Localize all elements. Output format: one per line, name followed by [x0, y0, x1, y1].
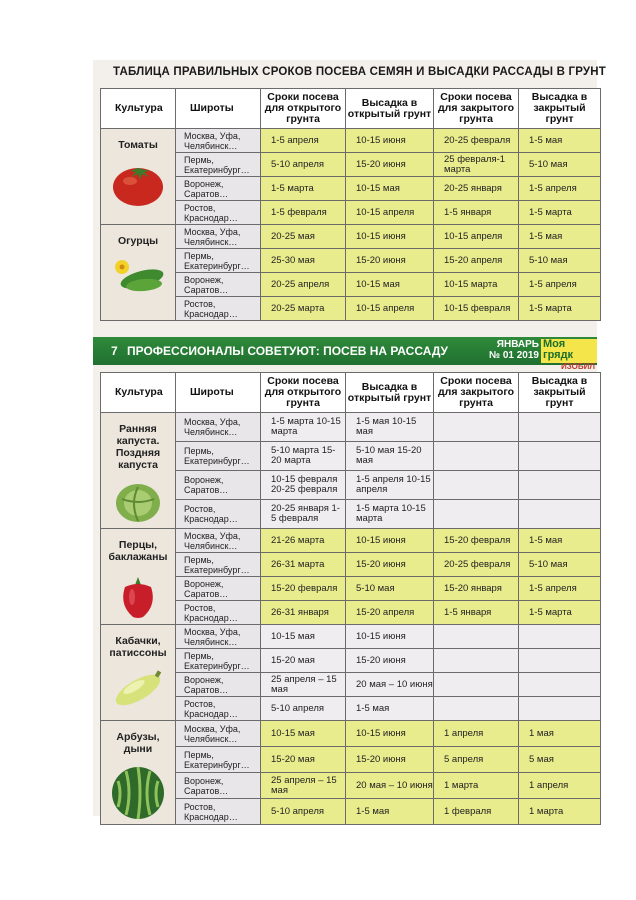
- date-cell: 5-10 мая: [346, 577, 434, 601]
- crop-name: Ранняя капуста. Поздняя капуста: [115, 423, 161, 471]
- table-row: [101, 201, 601, 225]
- region-cell: Пермь, Екатеринбург…: [176, 553, 261, 577]
- table-row: [101, 601, 601, 625]
- watermelon-icon: [101, 763, 175, 824]
- region-cell: Москва, Уфа, Челябинск…: [176, 625, 261, 649]
- region-cell: Москва, Уфа, Челябинск…: [176, 529, 261, 553]
- issue-info: [489, 339, 539, 361]
- date-cell: [434, 649, 519, 673]
- table-row: [101, 500, 601, 529]
- date-cell: 10-15 февраля: [434, 297, 519, 321]
- date-cell: 1-5 января: [434, 201, 519, 225]
- region-cell: Ростов, Краснодар…: [176, 500, 261, 529]
- date-cell: [519, 413, 601, 442]
- date-cell: 21-26 марта: [261, 529, 346, 553]
- date-cell: 1-5 мая: [519, 529, 601, 553]
- date-cell: 1-5 апреля 10-15 апреля: [346, 471, 434, 500]
- date-cell: 10-15 мая: [261, 721, 346, 747]
- date-cell: 5 апреля: [434, 747, 519, 773]
- region-cell: Москва, Уфа, Челябинск…: [176, 413, 261, 442]
- table-row: [101, 577, 601, 601]
- header-open-sow: Сроки посева для открытого грунта: [261, 373, 346, 413]
- cucumber-icon: [101, 255, 175, 298]
- date-cell: [434, 442, 519, 471]
- crop-cell: [101, 529, 176, 625]
- table-row: [101, 697, 601, 721]
- date-cell: 1-5 марта 10-15 марта: [261, 413, 346, 442]
- date-cell: 20-25 января 1-5 февраля: [261, 500, 346, 529]
- header-closed-sow: Сроки посева для закрытого грунта: [434, 89, 519, 129]
- header-crop: Культура: [101, 89, 176, 129]
- page-number: 7: [111, 344, 118, 358]
- date-cell: 10-15 июня: [346, 225, 434, 249]
- date-cell: 20-25 мая: [261, 225, 346, 249]
- date-cell: [519, 625, 601, 649]
- date-cell: 10-15 июня: [346, 625, 434, 649]
- region-cell: Ростов, Краснодар…: [176, 297, 261, 321]
- logo-line-2: ИЗОБИЛ: [561, 362, 595, 371]
- header-open-plant: Высадка в открытый грунт: [346, 89, 434, 129]
- header-closed-sow: Сроки посева для закрытого грунта: [434, 373, 519, 413]
- crop-cell: [101, 129, 176, 225]
- date-cell: 1-5 февраля: [261, 201, 346, 225]
- table-row: [101, 649, 601, 673]
- table-row: [101, 529, 601, 553]
- header-region: Широты: [176, 89, 261, 129]
- date-cell: 10-15 июня: [346, 129, 434, 153]
- zucchini-icon: [101, 667, 175, 716]
- region-cell: Ростов, Краснодар…: [176, 697, 261, 721]
- date-cell: 20-25 апреля: [261, 273, 346, 297]
- date-cell: [434, 500, 519, 529]
- date-cell: 25-30 мая: [261, 249, 346, 273]
- date-cell: 20-25 февраля: [434, 129, 519, 153]
- date-cell: 1-5 марта: [261, 177, 346, 201]
- date-cell: 5-10 апреля: [261, 153, 346, 177]
- issue-month: ЯНВАРЬ: [496, 339, 539, 350]
- crop-name: Кабачки, патиссоны: [109, 635, 167, 659]
- date-cell: [519, 673, 601, 697]
- date-cell: 15-20 июня: [346, 747, 434, 773]
- region-cell: Москва, Уфа, Челябинск…: [176, 721, 261, 747]
- date-cell: 10-15 мая: [346, 273, 434, 297]
- date-cell: 25 апреля – 15 мая: [261, 773, 346, 799]
- date-cell: 15-20 февраля: [434, 529, 519, 553]
- region-cell: Ростов, Краснодар…: [176, 201, 261, 225]
- date-cell: 1-5 мая: [519, 129, 601, 153]
- date-cell: 26-31 января: [261, 601, 346, 625]
- header-closed-plant: Высадка в закрытый грунт: [519, 373, 601, 413]
- crop-cell: [101, 721, 176, 825]
- date-cell: 1-5 марта 10-15 марта: [346, 500, 434, 529]
- sowing-table-2: [100, 372, 601, 825]
- logo-line-1: Моя грядк: [543, 338, 574, 361]
- date-cell: 1-5 апреля: [519, 577, 601, 601]
- header-open-plant: Высадка в открытый грунт: [346, 373, 434, 413]
- date-cell: 5-10 мая: [519, 153, 601, 177]
- crop-name: Арбузы, дыни: [116, 731, 160, 755]
- date-cell: 10-15 февраля 20-25 февраля: [261, 471, 346, 500]
- region-cell: Воронеж, Саратов…: [176, 177, 261, 201]
- date-cell: 15-20 апреля: [434, 249, 519, 273]
- date-cell: 15-20 июня: [346, 153, 434, 177]
- date-cell: 26-31 марта: [261, 553, 346, 577]
- table-row: [101, 673, 601, 697]
- date-cell: 15-20 июня: [346, 649, 434, 673]
- table-row: [101, 747, 601, 773]
- date-cell: [519, 500, 601, 529]
- date-cell: 5-10 апреля: [261, 799, 346, 825]
- date-cell: 5 мая: [519, 747, 601, 773]
- date-cell: 20-25 января: [434, 177, 519, 201]
- region-cell: Воронеж, Саратов…: [176, 773, 261, 799]
- crop-cell: [101, 225, 176, 321]
- date-cell: 1-5 мая: [346, 697, 434, 721]
- region-cell: Воронеж, Саратов…: [176, 673, 261, 697]
- date-cell: 10-15 апреля: [346, 297, 434, 321]
- date-cell: 5-10 мая 15-20 мая: [346, 442, 434, 471]
- date-cell: 10-15 июня: [346, 529, 434, 553]
- region-cell: Пермь, Екатеринбург…: [176, 747, 261, 773]
- table-row: [101, 177, 601, 201]
- date-cell: 1-5 мая 10-15 мая: [346, 413, 434, 442]
- cabbage-icon: [101, 479, 175, 528]
- date-cell: 20 мая – 10 июня: [346, 673, 434, 697]
- page-title: ТАБЛИЦА ПРАВИЛЬНЫХ СРОКОВ ПОСЕВА СЕМЯН И ВЫСАДКИ РАССАДЫ В ГРУНТ: [113, 66, 607, 78]
- crop-name: Перцы, баклажаны: [108, 539, 168, 563]
- header-crop: Культура: [101, 373, 176, 413]
- table-row: [101, 129, 601, 153]
- date-cell: 10-15 июня: [346, 721, 434, 747]
- table-row: [101, 553, 601, 577]
- section-banner: [93, 337, 597, 371]
- table-row: [101, 225, 601, 249]
- region-cell: Воронеж, Саратов…: [176, 471, 261, 500]
- date-cell: 5-10 апреля: [261, 697, 346, 721]
- date-cell: 15-20 апреля: [346, 601, 434, 625]
- section-title: ПРОФЕССИОНАЛЫ СОВЕТУЮТ: ПОСЕВ НА РАССАДУ: [127, 344, 448, 358]
- table-row: [101, 471, 601, 500]
- date-cell: 5-10 мая: [519, 553, 601, 577]
- date-cell: 1-5 апреля: [261, 129, 346, 153]
- table-row: [101, 273, 601, 297]
- date-cell: 1 февраля: [434, 799, 519, 825]
- date-cell: 20 мая – 10 июня: [346, 773, 434, 799]
- crop-cell: [101, 413, 176, 529]
- date-cell: [519, 649, 601, 673]
- date-cell: 5-10 марта 15-20 марта: [261, 442, 346, 471]
- date-cell: 15-20 мая: [261, 649, 346, 673]
- region-cell: Воронеж, Саратов…: [176, 577, 261, 601]
- pepper-icon: [101, 571, 175, 624]
- magazine-page: [93, 60, 607, 822]
- region-cell: Москва, Уфа, Челябинск…: [176, 225, 261, 249]
- date-cell: 1 апреля: [519, 773, 601, 799]
- date-cell: [434, 413, 519, 442]
- date-cell: 10-15 мая: [346, 177, 434, 201]
- region-cell: Пермь, Екатеринбург…: [176, 249, 261, 273]
- region-cell: Ростов, Краснодар…: [176, 601, 261, 625]
- table-row: [101, 153, 601, 177]
- date-cell: 25 февраля-1 марта: [434, 153, 519, 177]
- date-cell: 10-15 апреля: [346, 201, 434, 225]
- date-cell: 5-10 мая: [519, 249, 601, 273]
- date-cell: 25 апреля – 15 мая: [261, 673, 346, 697]
- magazine-logo: [541, 338, 597, 371]
- date-cell: 15-20 июня: [346, 249, 434, 273]
- region-cell: Ростов, Краснодар…: [176, 799, 261, 825]
- table-row: [101, 249, 601, 273]
- date-cell: 1-5 марта: [519, 201, 601, 225]
- date-cell: 10-15 мая: [261, 625, 346, 649]
- table-row: [101, 773, 601, 799]
- table-row: [101, 442, 601, 471]
- date-cell: 1-5 мая: [519, 225, 601, 249]
- date-cell: [519, 697, 601, 721]
- date-cell: [519, 442, 601, 471]
- header-closed-plant: Высадка в закрытый грунт: [519, 89, 601, 129]
- date-cell: 20-25 марта: [261, 297, 346, 321]
- table-row: [101, 721, 601, 747]
- date-cell: 1-5 апреля: [519, 177, 601, 201]
- table-row: [101, 799, 601, 825]
- date-cell: [434, 673, 519, 697]
- date-cell: 10-15 марта: [434, 273, 519, 297]
- date-cell: 1-5 мая: [346, 799, 434, 825]
- date-cell: 1-5 января: [434, 601, 519, 625]
- date-cell: 20-25 февраля: [434, 553, 519, 577]
- date-cell: 15-20 января: [434, 577, 519, 601]
- date-cell: 1 мая: [519, 721, 601, 747]
- table-row: [101, 413, 601, 442]
- header-open-sow: Сроки посева для открытого грунта: [261, 89, 346, 129]
- region-cell: Пермь, Екатеринбург…: [176, 442, 261, 471]
- date-cell: [434, 625, 519, 649]
- date-cell: 1 марта: [519, 799, 601, 825]
- table-row: [101, 625, 601, 649]
- date-cell: 15-20 февраля: [261, 577, 346, 601]
- crop-cell: [101, 625, 176, 721]
- region-cell: Воронеж, Саратов…: [176, 273, 261, 297]
- date-cell: [519, 471, 601, 500]
- issue-number: № 01 2019: [488, 350, 539, 361]
- tomato-icon: [101, 159, 175, 210]
- sowing-table-1: [100, 88, 601, 321]
- date-cell: 15-20 мая: [261, 747, 346, 773]
- date-cell: 1-5 марта: [519, 601, 601, 625]
- date-cell: 1 марта: [434, 773, 519, 799]
- date-cell: 1-5 апреля: [519, 273, 601, 297]
- date-cell: 15-20 июня: [346, 553, 434, 577]
- date-cell: 10-15 апреля: [434, 225, 519, 249]
- region-cell: Пермь, Екатеринбург…: [176, 153, 261, 177]
- date-cell: 1-5 марта: [519, 297, 601, 321]
- table-row: [101, 297, 601, 321]
- crop-name: Томаты: [118, 139, 158, 151]
- region-cell: Пермь, Екатеринбург…: [176, 649, 261, 673]
- region-cell: Москва, Уфа, Челябинск…: [176, 129, 261, 153]
- header-region: Широты: [176, 373, 261, 413]
- date-cell: [434, 471, 519, 500]
- date-cell: 1 апреля: [434, 721, 519, 747]
- crop-name: Огурцы: [117, 235, 159, 247]
- date-cell: [434, 697, 519, 721]
